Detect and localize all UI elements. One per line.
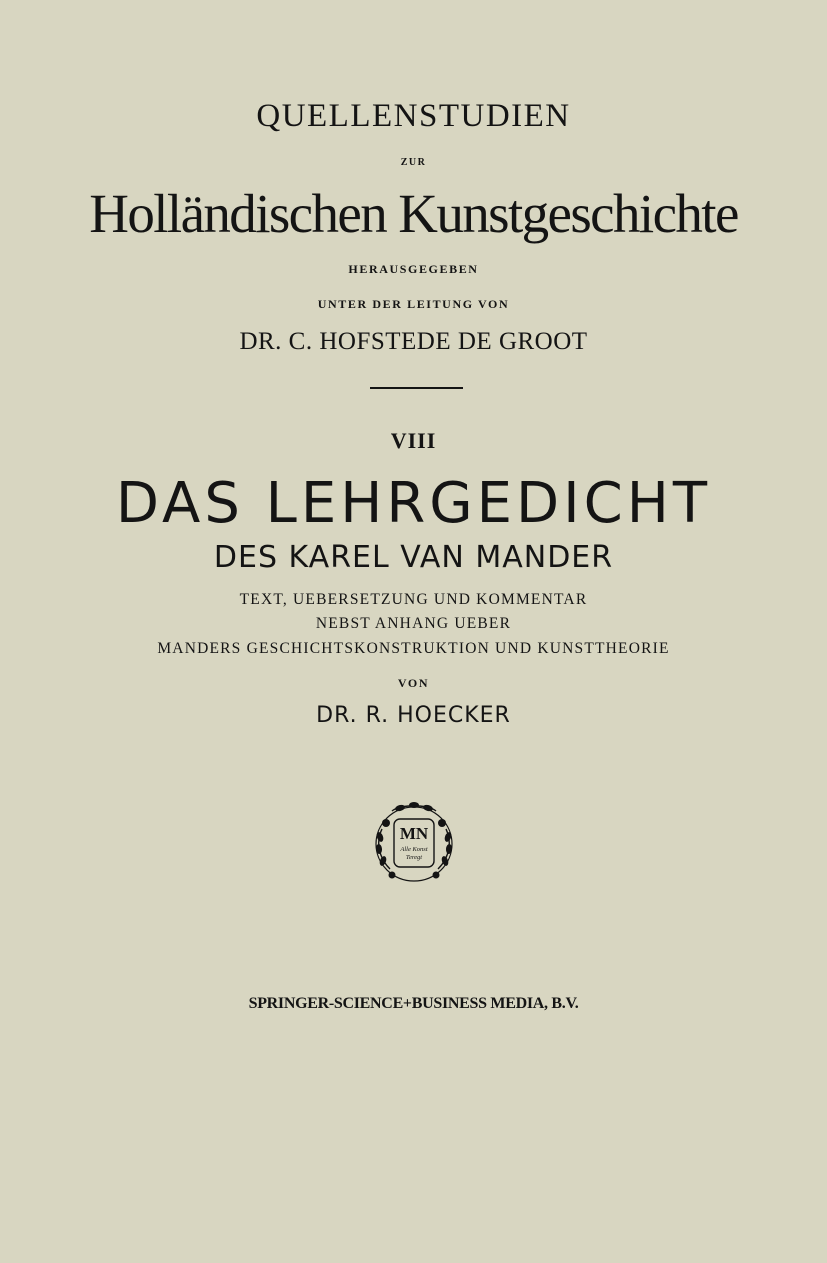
svg-text:MN: MN: [399, 824, 429, 843]
svg-text:Teregt: Teregt: [405, 854, 423, 861]
book-title: DAS LEHRGEDICHT: [115, 471, 712, 536]
series-editor: DR. C. HOFSTEDE DE GROOT: [239, 328, 588, 355]
book-subtitle: DES KAREL VAN MANDER: [213, 540, 614, 575]
by-label: VON: [397, 676, 430, 690]
series-connector: ZUR: [400, 157, 427, 168]
series-title: QUELLENSTUDIEN: [256, 98, 571, 134]
under-direction-label: UNTER DER LEITUNG VON: [317, 297, 510, 311]
book-author: DR. R. HOECKER: [316, 703, 511, 728]
publisher-emblem-icon: [370, 799, 458, 885]
description-line: MANDERS GESCHICHTSKONSTRUKTION UND KUNSTTHEORIE: [157, 640, 670, 657]
edited-by-label: HERAUSGEGEBEN: [348, 262, 479, 276]
description-line: NEBST ANHANG UEBER: [315, 615, 512, 632]
divider-rule: [370, 387, 463, 389]
series-subject: Holländischen Kunstgeschichte: [89, 183, 738, 244]
publisher-name: SPRINGER-SCIENCE+BUSINESS MEDIA, B.V.: [248, 995, 579, 1012]
description-line: TEXT, UEBERSETZUNG UND KOMMENTAR: [239, 591, 588, 608]
svg-text:Alle Konst: Alle Konst: [400, 846, 428, 853]
volume-number: VIII: [390, 428, 437, 453]
